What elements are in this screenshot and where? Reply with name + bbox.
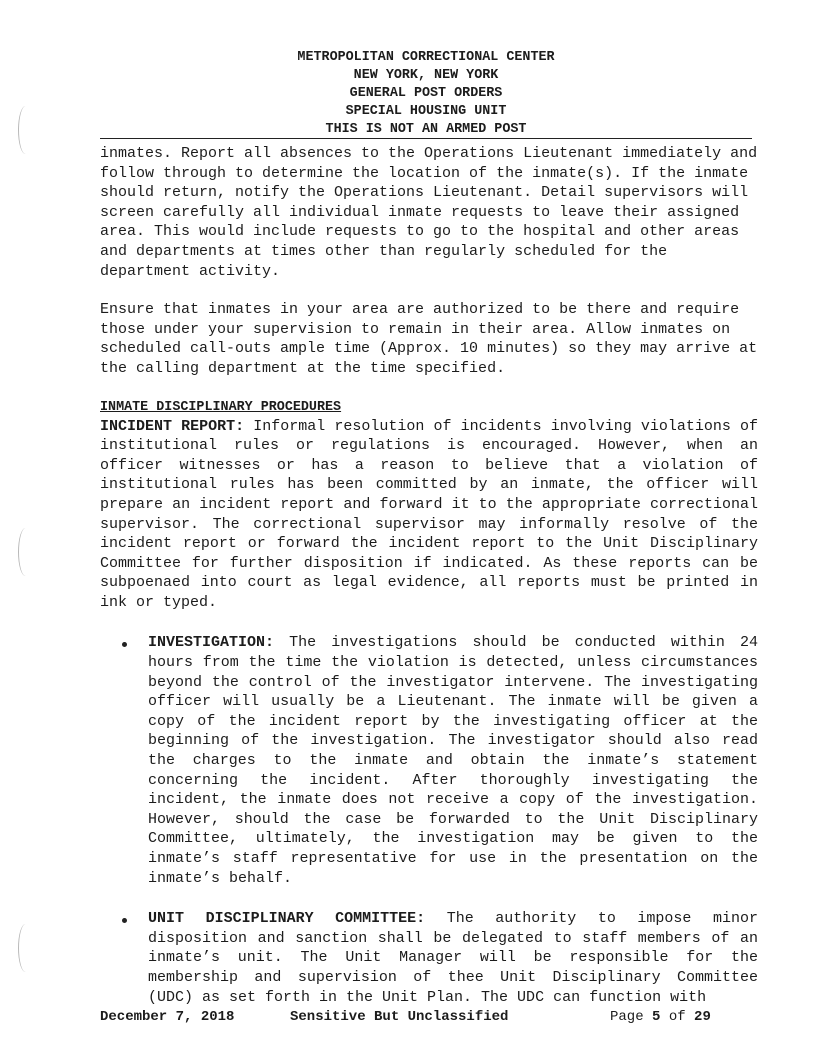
udc-text: The authority to impose minor disposition and sanction shall be delegated to staff members of an inmate’s unit. The Unit Manager will be responsible for the membership and supervision of thee Unit Disciplinary Committee (UDC) as set forth in the Unit Plan. The UDC can function with (148, 910, 758, 1006)
bullet-icon (122, 642, 127, 647)
header-location: NEW YORK, NEW YORK (353, 68, 499, 83)
incident-report-label: INCIDENT REPORT: (100, 417, 245, 435)
section-heading: INMATE DISCIPLINARY PROCEDURES (100, 399, 342, 415)
investigation-text: The investigations should be conducted within 24 hours from the time the violation is detected, unless circumstances beyond the control of the investigator intervene. The investigating officer will usually be a Lieutenant. The inmate will be given a copy of the incident report by the investigating officer at the beginning of the investigation. The investigator should also read the charges to the inmate and obtain the inmate’s statement concerning the incident. After thoroughly investigating the incident, the inmate does not receive a copy of the investigation. However, should the case be forwarded to the Unit Disciplinary Committee, ultimately, the investigation may be given to the inmate’s staff representative for use in the presentation on the inmate’s behalf. (148, 634, 758, 887)
header-divider (100, 138, 752, 139)
hole-punch-mark (18, 924, 33, 972)
footer-classification: Sensitive But Unclassified (290, 1009, 509, 1025)
incident-report-text: Informal resolution of incidents involving violations of institutional rules or regulations is encouraged. However, when an officer witnesses or has a reason to believe that a violation of institutional rules has been committed by an inmate, the officer will prepare an incident report and forward it to the appropriate correctional supervisor. The correctional supervisor may informally resolve of the incident report or forward the incident report to the Unit Disciplinary Committee for further disposition if indicated. As these reports can be subpoenaed into court as legal evidence, all reports must be printed in ink or typed. (100, 417, 758, 611)
document-footer (100, 1009, 752, 1029)
footer-page-number: Page 5 of 29 (610, 1009, 711, 1025)
paragraph-incident-report (100, 417, 758, 613)
header-unit: SPECIAL HOUSING UNIT (345, 104, 507, 119)
hole-punch-mark (18, 528, 33, 576)
hole-punch-mark (18, 106, 33, 154)
udc-label: UNIT DISCIPLINARY COMMITTEE: (148, 910, 426, 928)
document-header (100, 49, 752, 139)
procedure-list (100, 633, 758, 1007)
header-post-status: THIS IS NOT AN ARMED POST (325, 122, 527, 137)
paragraph-absences: inmates. Report all absences to the Operations Lieutenant immediately and follow through to determine the location of the inmate(s). If the inmate should return, notify the Operations Lieutenant. Detail supervisors will screen carefully all individual inmate requests to leave their assigned area. This would include requests to go to the hospital and other areas and departments at times other than regularly scheduled for the department activity. (100, 145, 758, 280)
list-item-udc (100, 909, 758, 1007)
footer-date: December 7, 2018 (100, 1009, 235, 1025)
bullet-icon (122, 918, 127, 923)
document-body (100, 144, 758, 1007)
list-item-investigation (100, 633, 758, 888)
header-facility: METROPOLITAN CORRECTIONAL CENTER (297, 50, 555, 65)
header-doc-type: GENERAL POST ORDERS (349, 86, 503, 101)
investigation-label: INVESTIGATION: (148, 634, 275, 652)
paragraph-authorized-areas: Ensure that inmates in your area are authorized to be there and require those under your supervision to remain in their area. Allow inmates on scheduled call-outs ample time (Approx. 10 minutes) so they may arrive at the calling department at the time specified. (100, 301, 758, 377)
